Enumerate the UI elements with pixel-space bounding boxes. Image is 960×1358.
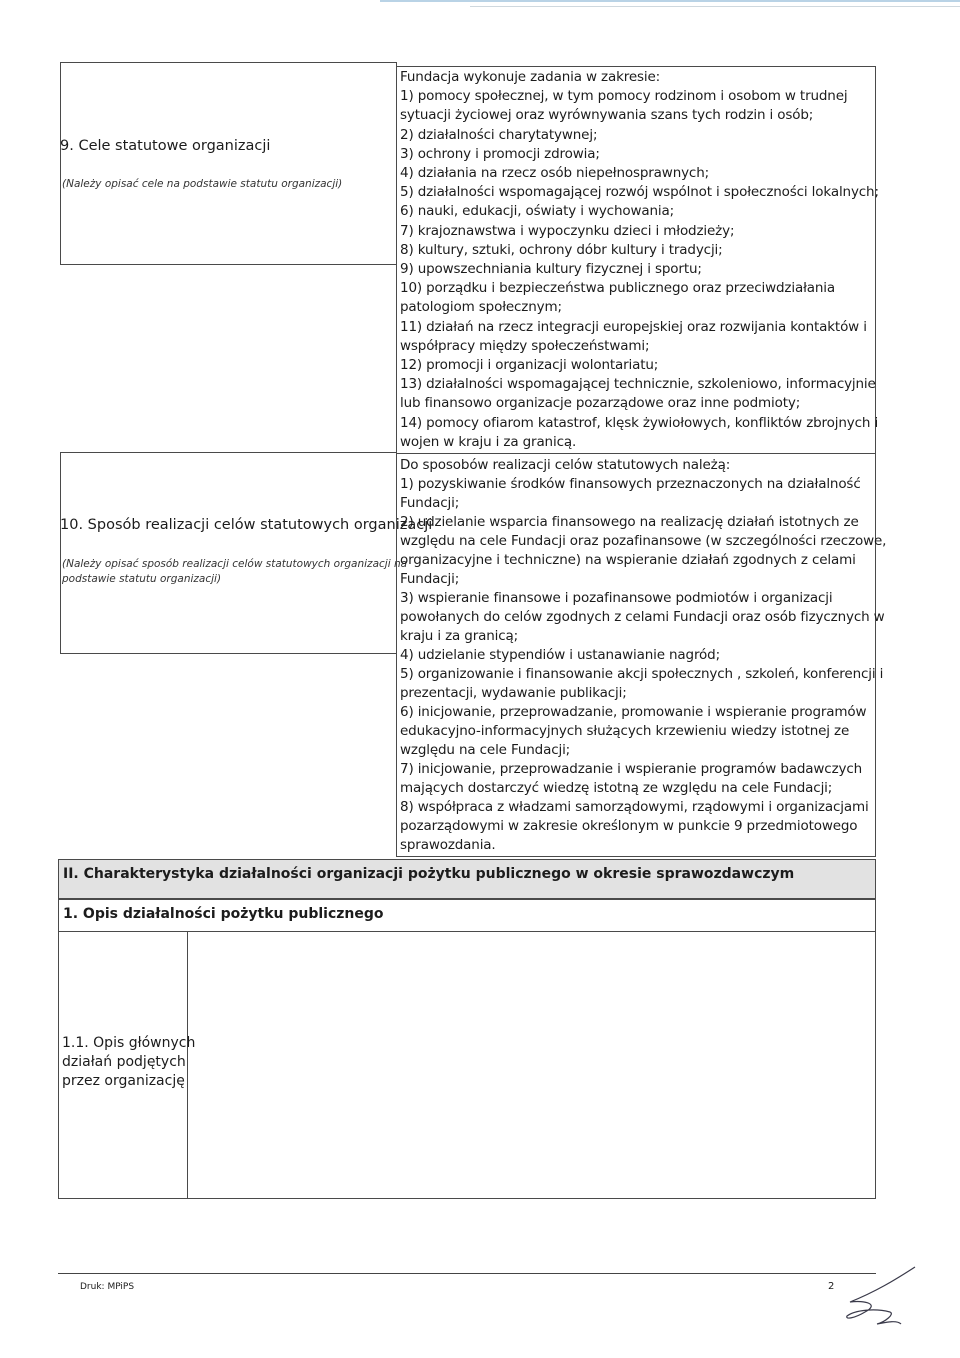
section10-content-line: 8) współpraca z władzami samorządowymi, rządowymi i organizacjami xyxy=(400,799,869,815)
section10-content-line: Fundacji; xyxy=(400,571,460,587)
section10-content-line: względu na cele Fundacji; xyxy=(400,742,571,758)
section9-content-line: 2) działalności charytatywnej; xyxy=(400,126,598,143)
section10-content-line: 2) udzielanie wsparcia finansowego na realizację działań istotnych ze xyxy=(400,514,859,530)
part2-title: II. Charakterystyka działalności organizacji pożytku publicznego w okresie sprawozdawczym xyxy=(63,866,795,882)
section10-hint-line2: podstawie statutu organizacji) xyxy=(62,573,222,585)
section9-content-line: 8) kultury, sztuki, ochrony dóbr kultury i tradycji; xyxy=(400,241,723,258)
activity-description-title: 1. Opis działalności pożytku publicznego xyxy=(63,906,384,922)
signature-icon xyxy=(835,1262,925,1332)
section10-content-line: edukacyjno-informacyjnych służących krzewieniu wiedzy istotnej ze xyxy=(400,723,850,739)
top-edge-line-2 xyxy=(470,6,960,7)
section10-content-line: organizacyjne i techniczne) na wspieranie działań zgodnych z celami xyxy=(400,552,856,568)
section10-content-line: powołanych do celów zgodnych z celami Fundacji oraz osób fizycznych w xyxy=(400,609,885,625)
section9-content-line: 14) pomocy ofiarom katastrof, klęsk żywiołowych, konfliktów zbrojnych i xyxy=(400,414,879,431)
section9-content-line: 5) działalności wspomagającej rozwój wspólnot i społeczności lokalnych; xyxy=(400,184,879,201)
page-number: 2 xyxy=(828,1281,835,1292)
section10-content-line: 1) pozyskiwanie środków finansowych przeznaczonych na działalność xyxy=(400,476,861,492)
section10-hint-line1: (Należy opisać sposób realizacji celów statutowych organizacji na xyxy=(62,558,408,570)
section9-content-line: 9) upowszechniania kultury fizycznej i sportu; xyxy=(400,261,702,277)
section9-content-line: 6) nauki, edukacji, oświaty i wychowania; xyxy=(400,203,675,220)
section9-content-line: 3) ochrony i promocji zdrowia; xyxy=(400,145,600,162)
section9-content-line: patologiom społecznym; xyxy=(400,299,562,316)
section10-content-line: Fundacji; xyxy=(400,495,460,511)
section9-label-cell xyxy=(60,62,397,265)
section10-content-line: kraju i za granicą; xyxy=(400,628,519,644)
section10-content-line: Do sposobów realizacji celów statutowych należą: xyxy=(400,457,731,473)
section9-content-line: wojen w kraju i za granicą. xyxy=(400,433,577,450)
section10-content-line: 7) inicjowanie, przeprowadzanie i wspieranie programów badawczych xyxy=(400,761,863,777)
main-activities-label-line2: działań podjętych xyxy=(62,1054,186,1070)
section10-content-line: 3) wspieranie finansowe i pozafinansowe podmiotów i organizacji xyxy=(400,590,833,606)
section10-label-cell xyxy=(60,452,397,654)
footer-divider xyxy=(58,1273,876,1274)
section9-content-line: 4) działania na rzecz osób niepełnosprawnych; xyxy=(400,165,710,181)
section9-content-line: 10) porządku i bezpieczeństwa publicznego oraz przeciwdziałania xyxy=(400,280,836,297)
section10-content-line: mających dostarczyć wiedzę istotną ze względu na cele Fundacji; xyxy=(400,780,833,796)
section10-content-line: względu na cele Fundacji oraz pozafinansowe (w szczególności rzeczowe, xyxy=(400,533,887,549)
print-label: Druk: MPiPS xyxy=(80,1282,135,1292)
section10-title: 10. Sposób realizacji celów statutowych organizacji xyxy=(60,517,433,533)
section10-content-line: 5) organizowanie i finansowanie akcji społecznych , szkoleń, konferencji i xyxy=(400,666,884,682)
section10-hint xyxy=(62,557,407,587)
section9-content-line: 1) pomocy społecznej, w tym pomocy rodzinom i osobom w trudnej xyxy=(400,88,848,105)
top-edge-line xyxy=(380,0,960,2)
section10-content-line: pozarządowymi w zakresie określonym w punkcie 9 przedmiotowego xyxy=(400,818,858,834)
main-activities-label-line1: 1.1. Opis głównych xyxy=(62,1035,196,1051)
section10-content-line: 4) udzielanie stypendiów i ustanawianie nagród; xyxy=(400,647,720,663)
section9-content-line: lub finansowo organizacje pozarządowe oraz inne podmioty; xyxy=(400,395,801,412)
section9-content-line: współpracy między społeczeństwami; xyxy=(400,337,650,354)
section9-content-line: 13) działalności wspomagającej technicznie, szkoleniowo, informacyjnie xyxy=(400,376,876,393)
section10-content-line: 6) inicjowanie, przeprowadzanie, promowanie i wspieranie programów xyxy=(400,704,867,720)
section9-title: 9. Cele statutowe organizacji xyxy=(60,138,271,154)
main-activities-label-line3: przez organizację xyxy=(62,1073,185,1089)
section10-content-line: sprawozdania. xyxy=(400,837,496,853)
section9-content-line: 7) krajoznawstwa i wypoczynku dzieci i młodzieży; xyxy=(400,222,735,239)
section9-content-line: 12) promocji i organizacji wolontariatu; xyxy=(400,357,659,373)
section9-content-line: sytuacji życiowej oraz wyrównywania szans tych rodzin i osób; xyxy=(400,107,814,124)
section10-content-line: prezentacji, wydawanie publikacji; xyxy=(400,685,627,701)
section9-hint: (Należy opisać cele na podstawie statutu organizacji) xyxy=(62,178,343,190)
section9-content-line: 11) działań na rzecz integracji europejskiej oraz rozwijania kontaktów i xyxy=(400,318,867,335)
section9-content-line: Fundacja wykonuje zadania w zakresie: xyxy=(400,69,661,85)
